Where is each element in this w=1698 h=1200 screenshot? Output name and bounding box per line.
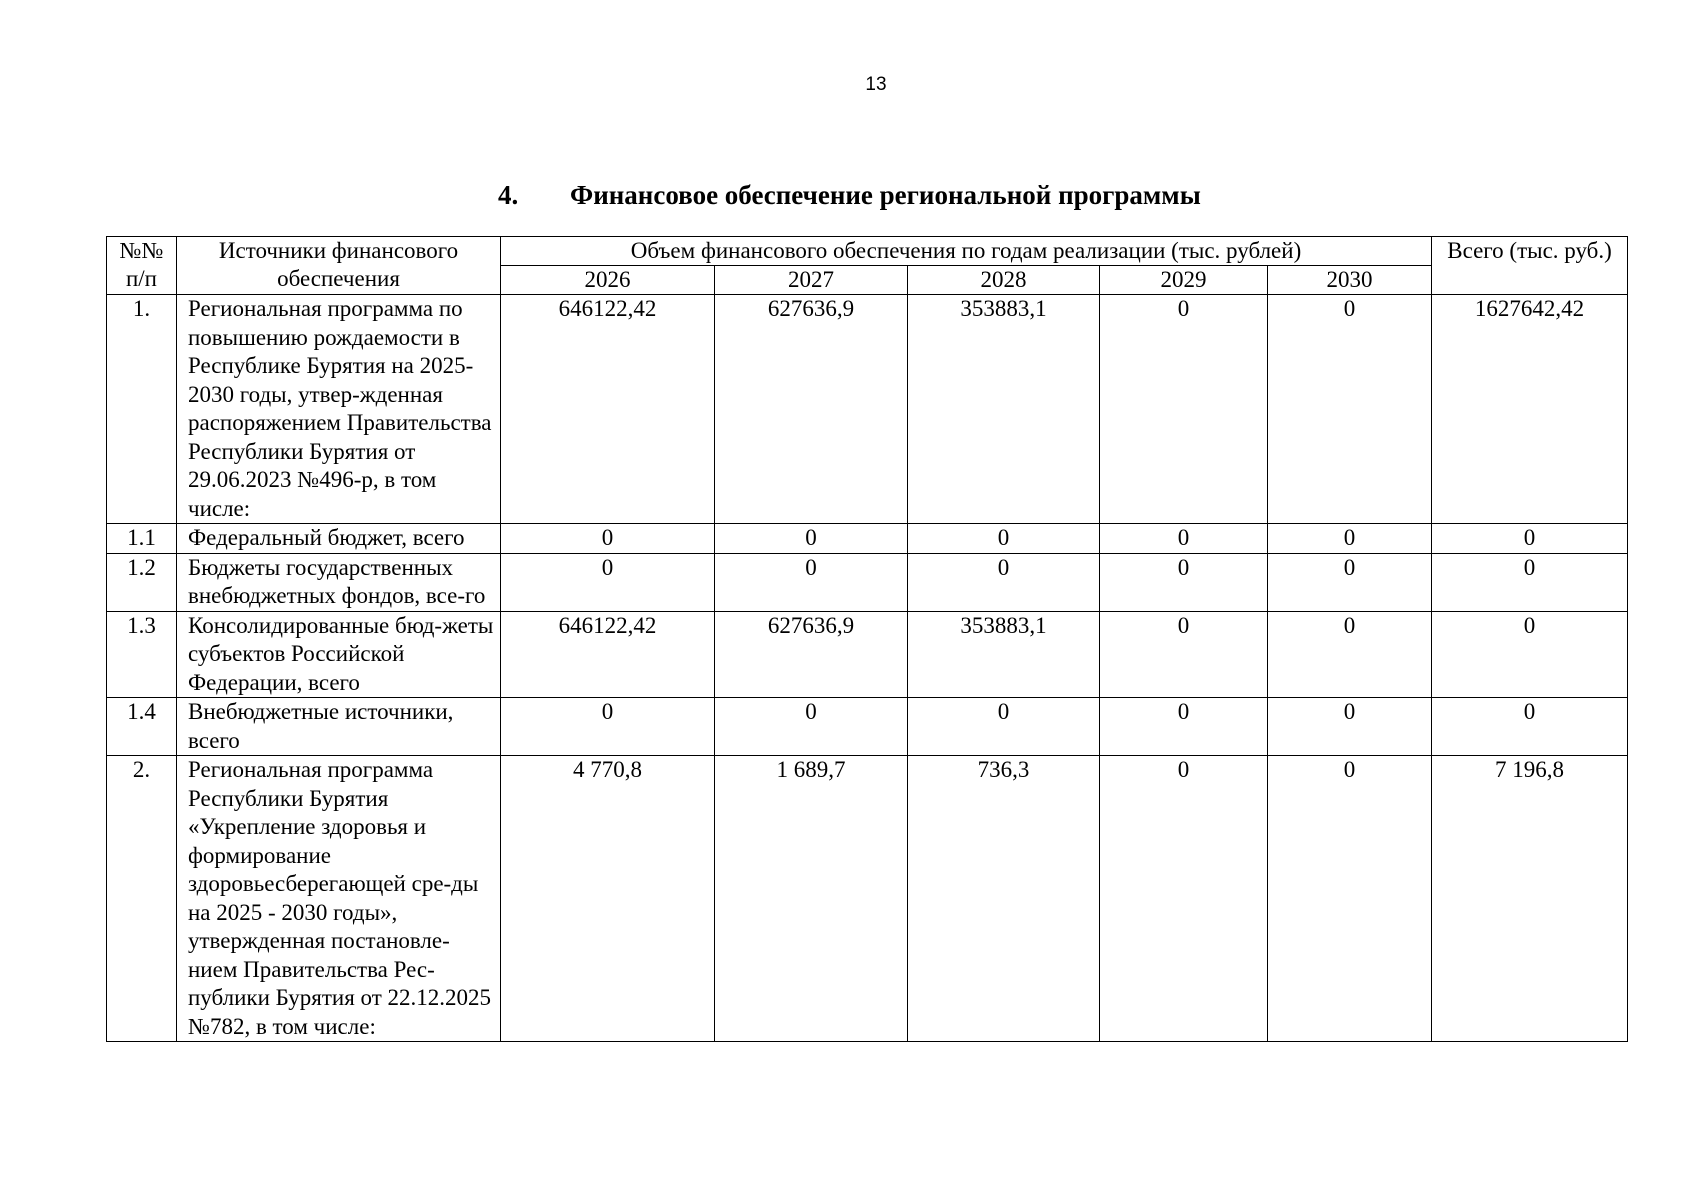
row-source: Федеральный бюджет, всего [177, 524, 501, 554]
value-2028: 353883,1 [908, 611, 1100, 698]
table-row [107, 698, 1628, 756]
header-year-2028: 2028 [908, 266, 1100, 295]
value-2029: 0 [1100, 611, 1268, 698]
row-number: 1.3 [107, 611, 177, 698]
value-2028: 0 [908, 698, 1100, 756]
table-row [107, 553, 1628, 611]
header-volume: Объем финансового обеспечения по годам реализации (тыс. рублей) [501, 237, 1432, 266]
value-2030: 0 [1268, 295, 1432, 524]
value-2029: 0 [1100, 698, 1268, 756]
value-2026: 646122,42 [501, 295, 715, 524]
value-2026: 646122,42 [501, 611, 715, 698]
row-number: 1. [107, 295, 177, 524]
financing-table [106, 236, 1628, 1042]
section-title: Финансовое обеспечение региональной программы [570, 180, 1201, 210]
value-2029: 0 [1100, 524, 1268, 554]
value-2027: 627636,9 [715, 611, 908, 698]
value-2027: 1 689,7 [715, 756, 908, 1042]
row-number: 1.4 [107, 698, 177, 756]
row-number: 1.2 [107, 553, 177, 611]
row-source: Бюджеты государственных внебюджетных фондов, все-го [177, 553, 501, 611]
row-number: 1.1 [107, 524, 177, 554]
row-number: 2. [107, 756, 177, 1042]
value-2029: 0 [1100, 295, 1268, 524]
value-2027: 0 [715, 553, 908, 611]
table-header-row [107, 237, 1628, 266]
row-source: Региональная программа Республики Бурятия «Укрепление здоровья и формирование здоровьесберегающей сре-ды на 2025 - 2030 годы», утвержденная постановле-нием Правительства Рес-публики Бурятия от 22.12.2025 №782, в том числе: [177, 756, 501, 1042]
header-year-2030: 2030 [1268, 266, 1432, 295]
row-source: Консолидированные бюд-жеты субъектов Российской Федерации, всего [177, 611, 501, 698]
value-2028: 0 [908, 524, 1100, 554]
value-2026: 0 [501, 698, 715, 756]
value-2026: 0 [501, 524, 715, 554]
value-2027: 0 [715, 524, 908, 554]
header-source: Источники финансового обеспечения [177, 237, 501, 295]
header-total: Всего (тыс. руб.) [1432, 237, 1628, 295]
row-source: Региональная программа по повышению рождаемости в Республике Бурятия на 2025-2030 годы, утвер-жденная распоряжением Правительства Республики Бурятия от 29.06.2023 №496-р, в том числе: [177, 295, 501, 524]
value-2030: 0 [1268, 524, 1432, 554]
value-total: 0 [1432, 698, 1628, 756]
value-2030: 0 [1268, 611, 1432, 698]
value-2028: 0 [908, 553, 1100, 611]
value-2028: 736,3 [908, 756, 1100, 1042]
value-2030: 0 [1268, 553, 1432, 611]
table-row [107, 295, 1628, 524]
value-2026: 4 770,8 [501, 756, 715, 1042]
row-source: Внебюджетные источники, всего [177, 698, 501, 756]
table-row [107, 611, 1628, 698]
value-2028: 353883,1 [908, 295, 1100, 524]
table-row [107, 756, 1628, 1042]
value-total: 0 [1432, 611, 1628, 698]
page-number: 13 [865, 74, 887, 95]
table-row [107, 524, 1628, 554]
value-2029: 0 [1100, 553, 1268, 611]
value-2027: 0 [715, 698, 908, 756]
value-2030: 0 [1268, 698, 1432, 756]
header-year-2026: 2026 [501, 266, 715, 295]
section-heading [498, 180, 1201, 211]
value-total: 7 196,8 [1432, 756, 1628, 1042]
value-2029: 0 [1100, 756, 1268, 1042]
value-2030: 0 [1268, 756, 1432, 1042]
value-2026: 0 [501, 553, 715, 611]
value-total: 0 [1432, 524, 1628, 554]
value-total: 1627642,42 [1432, 295, 1628, 524]
header-year-2027: 2027 [715, 266, 908, 295]
value-total: 0 [1432, 553, 1628, 611]
section-number: 4. [498, 180, 519, 210]
value-2027: 627636,9 [715, 295, 908, 524]
header-year-2029: 2029 [1100, 266, 1268, 295]
header-no: №№ п/п [107, 237, 177, 295]
